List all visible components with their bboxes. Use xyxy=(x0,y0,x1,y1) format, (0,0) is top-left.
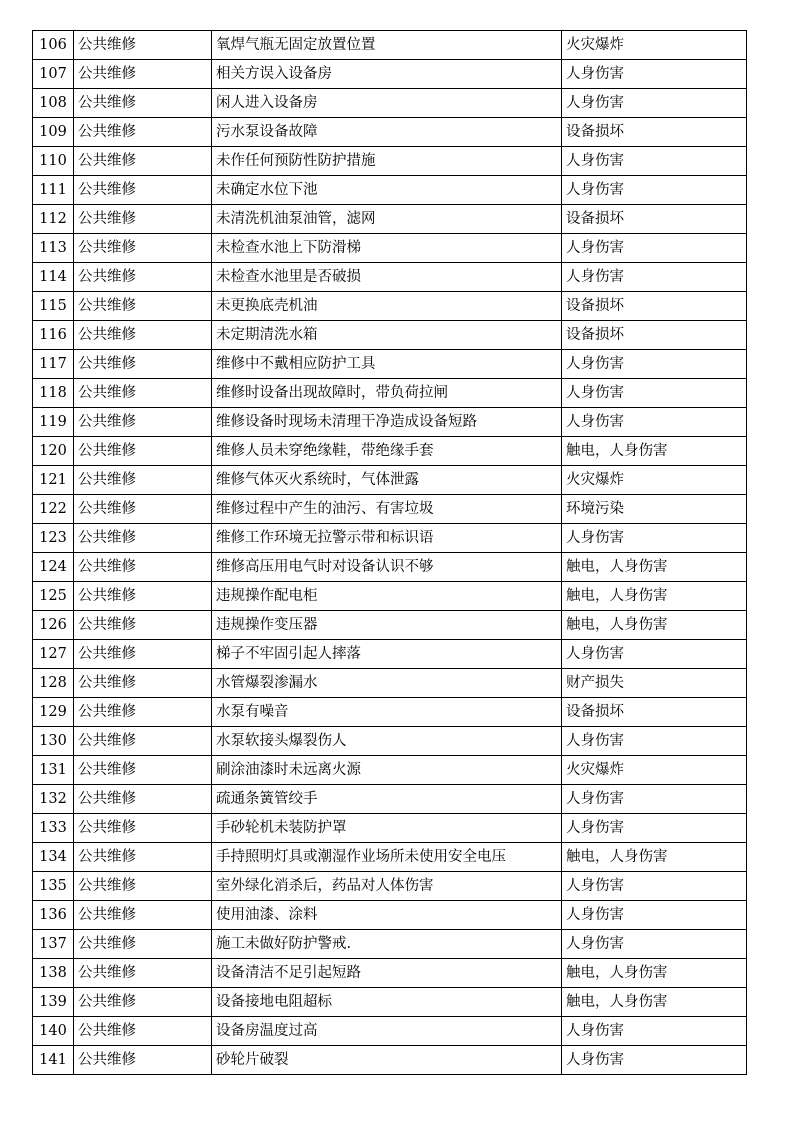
consequence-cell: 人身伤害 xyxy=(562,147,747,176)
hazard-description-cell: 设备房温度过高 xyxy=(212,1017,562,1046)
consequence-cell: 触电，人身伤害 xyxy=(562,611,747,640)
table-row xyxy=(33,698,747,727)
row-number-cell: 122 xyxy=(33,495,74,524)
hazard-description-cell: 违规操作配电柜 xyxy=(212,582,562,611)
consequence-cell: 人身伤害 xyxy=(562,1017,747,1046)
table-row xyxy=(33,466,747,495)
consequence-cell: 人身伤害 xyxy=(562,930,747,959)
row-number-cell: 131 xyxy=(33,756,74,785)
table-row xyxy=(33,292,747,321)
table-row xyxy=(33,872,747,901)
row-number-cell: 117 xyxy=(33,350,74,379)
table-row xyxy=(33,1046,747,1075)
hazard-description-cell: 设备接地电阻超标 xyxy=(212,988,562,1017)
hazard-description-cell: 手持照明灯具或潮湿作业场所未使用安全电压 xyxy=(212,843,562,872)
table-row xyxy=(33,379,747,408)
table-row xyxy=(33,408,747,437)
row-number-cell: 138 xyxy=(33,959,74,988)
hazard-description-cell: 室外绿化消杀后，药品对人体伤害 xyxy=(212,872,562,901)
department-cell: 公共维修 xyxy=(74,379,212,408)
consequence-cell: 人身伤害 xyxy=(562,1046,747,1075)
consequence-cell: 人身伤害 xyxy=(562,640,747,669)
department-cell: 公共维修 xyxy=(74,582,212,611)
table-row xyxy=(33,1017,747,1046)
row-number-cell: 114 xyxy=(33,263,74,292)
table-row xyxy=(33,843,747,872)
row-number-cell: 124 xyxy=(33,553,74,582)
table-row xyxy=(33,727,747,756)
hazard-description-cell: 未作任何预防性防护措施 xyxy=(212,147,562,176)
table-row xyxy=(33,31,747,60)
department-cell: 公共维修 xyxy=(74,872,212,901)
department-cell: 公共维修 xyxy=(74,640,212,669)
hazard-description-cell: 水泵有噪音 xyxy=(212,698,562,727)
hazard-description-cell: 施工未做好防护警戒. xyxy=(212,930,562,959)
row-number-cell: 109 xyxy=(33,118,74,147)
hazard-description-cell: 未定期清洗水箱 xyxy=(212,321,562,350)
row-number-cell: 132 xyxy=(33,785,74,814)
department-cell: 公共维修 xyxy=(74,814,212,843)
row-number-cell: 135 xyxy=(33,872,74,901)
row-number-cell: 130 xyxy=(33,727,74,756)
table-row xyxy=(33,814,747,843)
table-row xyxy=(33,437,747,466)
table-row xyxy=(33,640,747,669)
hazard-description-cell: 未确定水位下池 xyxy=(212,176,562,205)
consequence-cell: 人身伤害 xyxy=(562,524,747,553)
consequence-cell: 触电，人身伤害 xyxy=(562,437,747,466)
consequence-cell: 人身伤害 xyxy=(562,60,747,89)
department-cell: 公共维修 xyxy=(74,756,212,785)
department-cell: 公共维修 xyxy=(74,843,212,872)
consequence-cell: 设备损坏 xyxy=(562,118,747,147)
hazard-description-cell: 氧焊气瓶无固定放置位置 xyxy=(212,31,562,60)
row-number-cell: 108 xyxy=(33,89,74,118)
table-row xyxy=(33,553,747,582)
hazard-description-cell: 水泵软接头爆裂伤人 xyxy=(212,727,562,756)
consequence-cell: 人身伤害 xyxy=(562,263,747,292)
consequence-cell: 人身伤害 xyxy=(562,727,747,756)
department-cell: 公共维修 xyxy=(74,698,212,727)
table-row xyxy=(33,263,747,292)
hazard-description-cell: 维修时设备出现故障时，带负荷拉闸 xyxy=(212,379,562,408)
consequence-cell: 人身伤害 xyxy=(562,89,747,118)
department-cell: 公共维修 xyxy=(74,1046,212,1075)
department-cell: 公共维修 xyxy=(74,466,212,495)
consequence-cell: 触电，人身伤害 xyxy=(562,959,747,988)
department-cell: 公共维修 xyxy=(74,611,212,640)
consequence-cell: 人身伤害 xyxy=(562,234,747,263)
row-number-cell: 129 xyxy=(33,698,74,727)
consequence-cell: 触电，人身伤害 xyxy=(562,582,747,611)
row-number-cell: 106 xyxy=(33,31,74,60)
department-cell: 公共维修 xyxy=(74,727,212,756)
table-row xyxy=(33,60,747,89)
consequence-cell: 火灾爆炸 xyxy=(562,466,747,495)
table-row xyxy=(33,756,747,785)
table-row xyxy=(33,582,747,611)
department-cell: 公共维修 xyxy=(74,263,212,292)
hazard-description-cell: 手砂轮机未装防护罩 xyxy=(212,814,562,843)
consequence-cell: 环境污染 xyxy=(562,495,747,524)
hazard-description-cell: 水管爆裂渗漏水 xyxy=(212,669,562,698)
table-row xyxy=(33,176,747,205)
department-cell: 公共维修 xyxy=(74,408,212,437)
hazard-description-cell: 梯子不牢固引起人摔落 xyxy=(212,640,562,669)
consequence-cell: 触电，人身伤害 xyxy=(562,553,747,582)
consequence-cell: 设备损坏 xyxy=(562,698,747,727)
consequence-cell: 人身伤害 xyxy=(562,814,747,843)
table-body xyxy=(33,31,747,1075)
department-cell: 公共维修 xyxy=(74,118,212,147)
table-row xyxy=(33,495,747,524)
department-cell: 公共维修 xyxy=(74,292,212,321)
hazard-description-cell: 维修工作环境无拉警示带和标识语 xyxy=(212,524,562,553)
row-number-cell: 126 xyxy=(33,611,74,640)
row-number-cell: 140 xyxy=(33,1017,74,1046)
consequence-cell: 触电，人身伤害 xyxy=(562,843,747,872)
hazard-description-cell: 未检查水池上下防滑梯 xyxy=(212,234,562,263)
department-cell: 公共维修 xyxy=(74,901,212,930)
table-row xyxy=(33,89,747,118)
hazard-description-cell: 未清洗机油泵油管，滤网 xyxy=(212,205,562,234)
department-cell: 公共维修 xyxy=(74,959,212,988)
consequence-cell: 人身伤害 xyxy=(562,350,747,379)
table-row xyxy=(33,234,747,263)
consequence-cell: 设备损坏 xyxy=(562,205,747,234)
row-number-cell: 125 xyxy=(33,582,74,611)
row-number-cell: 107 xyxy=(33,60,74,89)
table-row xyxy=(33,611,747,640)
consequence-cell: 财产损失 xyxy=(562,669,747,698)
table-row xyxy=(33,669,747,698)
row-number-cell: 127 xyxy=(33,640,74,669)
row-number-cell: 120 xyxy=(33,437,74,466)
row-number-cell: 110 xyxy=(33,147,74,176)
department-cell: 公共维修 xyxy=(74,60,212,89)
row-number-cell: 113 xyxy=(33,234,74,263)
department-cell: 公共维修 xyxy=(74,147,212,176)
row-number-cell: 137 xyxy=(33,930,74,959)
consequence-cell: 触电，人身伤害 xyxy=(562,988,747,1017)
hazard-description-cell: 维修中不戴相应防护工具 xyxy=(212,350,562,379)
department-cell: 公共维修 xyxy=(74,437,212,466)
department-cell: 公共维修 xyxy=(74,234,212,263)
row-number-cell: 123 xyxy=(33,524,74,553)
hazard-description-cell: 违规操作变压器 xyxy=(212,611,562,640)
table-row xyxy=(33,147,747,176)
hazard-description-cell: 使用油漆、涂料 xyxy=(212,901,562,930)
consequence-cell: 人身伤害 xyxy=(562,872,747,901)
row-number-cell: 119 xyxy=(33,408,74,437)
department-cell: 公共维修 xyxy=(74,1017,212,1046)
row-number-cell: 136 xyxy=(33,901,74,930)
table-row xyxy=(33,901,747,930)
consequence-cell: 人身伤害 xyxy=(562,408,747,437)
consequence-cell: 人身伤害 xyxy=(562,176,747,205)
row-number-cell: 121 xyxy=(33,466,74,495)
row-number-cell: 111 xyxy=(33,176,74,205)
table-row xyxy=(33,959,747,988)
department-cell: 公共维修 xyxy=(74,89,212,118)
hazard-description-cell: 维修气体灭火系统时，气体泄露 xyxy=(212,466,562,495)
table-row xyxy=(33,118,747,147)
department-cell: 公共维修 xyxy=(74,988,212,1017)
table-row xyxy=(33,988,747,1017)
table-row xyxy=(33,321,747,350)
department-cell: 公共维修 xyxy=(74,31,212,60)
consequence-cell: 设备损坏 xyxy=(562,292,747,321)
table-row xyxy=(33,205,747,234)
consequence-cell: 人身伤害 xyxy=(562,901,747,930)
row-number-cell: 133 xyxy=(33,814,74,843)
row-number-cell: 116 xyxy=(33,321,74,350)
row-number-cell: 141 xyxy=(33,1046,74,1075)
table-row xyxy=(33,350,747,379)
row-number-cell: 118 xyxy=(33,379,74,408)
hazard-description-cell: 维修过程中产生的油污、有害垃圾 xyxy=(212,495,562,524)
department-cell: 公共维修 xyxy=(74,495,212,524)
department-cell: 公共维修 xyxy=(74,553,212,582)
department-cell: 公共维修 xyxy=(74,785,212,814)
department-cell: 公共维修 xyxy=(74,321,212,350)
consequence-cell: 设备损坏 xyxy=(562,321,747,350)
hazard-description-cell: 污水泵设备故障 xyxy=(212,118,562,147)
hazard-description-cell: 刷涂油漆时未远离火源 xyxy=(212,756,562,785)
hazard-description-cell: 设备清洁不足引起短路 xyxy=(212,959,562,988)
department-cell: 公共维修 xyxy=(74,205,212,234)
department-cell: 公共维修 xyxy=(74,176,212,205)
table-row xyxy=(33,785,747,814)
hazard-description-cell: 疏通条簧管绞手 xyxy=(212,785,562,814)
row-number-cell: 139 xyxy=(33,988,74,1017)
department-cell: 公共维修 xyxy=(74,930,212,959)
hazard-table xyxy=(32,30,747,1075)
hazard-description-cell: 未更换底壳机油 xyxy=(212,292,562,321)
hazard-description-cell: 维修设备时现场未清理干净造成设备短路 xyxy=(212,408,562,437)
row-number-cell: 134 xyxy=(33,843,74,872)
department-cell: 公共维修 xyxy=(74,524,212,553)
consequence-cell: 人身伤害 xyxy=(562,379,747,408)
hazard-description-cell: 维修高压用电气时对设备认识不够 xyxy=(212,553,562,582)
consequence-cell: 火灾爆炸 xyxy=(562,756,747,785)
hazard-description-cell: 维修人员未穿绝缘鞋，带绝缘手套 xyxy=(212,437,562,466)
consequence-cell: 火灾爆炸 xyxy=(562,31,747,60)
consequence-cell: 人身伤害 xyxy=(562,785,747,814)
row-number-cell: 112 xyxy=(33,205,74,234)
hazard-description-cell: 相关方误入设备房 xyxy=(212,60,562,89)
hazard-description-cell: 砂轮片破裂 xyxy=(212,1046,562,1075)
row-number-cell: 128 xyxy=(33,669,74,698)
hazard-description-cell: 闲人进入设备房 xyxy=(212,89,562,118)
table-row xyxy=(33,524,747,553)
table-row xyxy=(33,930,747,959)
hazard-description-cell: 未检查水池里是否破损 xyxy=(212,263,562,292)
row-number-cell: 115 xyxy=(33,292,74,321)
department-cell: 公共维修 xyxy=(74,669,212,698)
department-cell: 公共维修 xyxy=(74,350,212,379)
